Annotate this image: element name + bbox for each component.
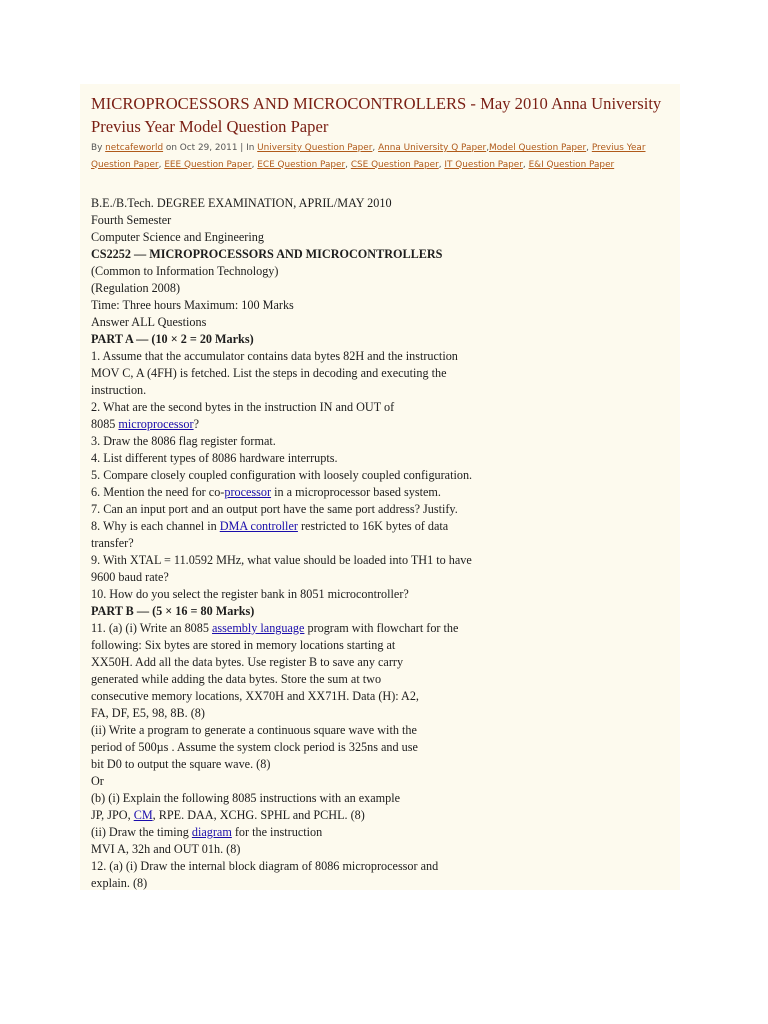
part-b-heading: PART B — (5 × 16 = 80 Marks) [91, 604, 255, 618]
category-link-previus-year-part1[interactable]: Previus Year [591, 143, 646, 153]
diagram-link[interactable]: diagram [191, 825, 232, 839]
question-line: (ii) Write a program to generate a continuous square wave with the [91, 723, 417, 737]
question-line: 2. What are the second bytes in the instruction IN and OUT of [91, 400, 395, 414]
question-line: period of 500µs . Assume the system clock period is 325ns and use [91, 740, 418, 754]
regulation: (Regulation 2008) [91, 281, 181, 295]
category-link-ei-question-paper[interactable]: E&I Question Paper [528, 159, 615, 170]
category-link-ece-question-paper[interactable]: ECE Question Paper [257, 159, 346, 170]
post-title-line2: Previus Year Model Question Paper [91, 117, 329, 136]
question-line [91, 620, 531, 637]
category-link-anna-university-q-paper[interactable]: Anna University Q Paper [378, 143, 487, 153]
question-line [91, 807, 531, 824]
category-link-previus-year-part2[interactable]: Question Paper [91, 159, 159, 170]
line-text: , RPE. DAA, XCHG. SPHL and PCHL. (8) [152, 808, 365, 822]
exam-header: B.E./B.Tech. DEGREE EXAMINATION, APRIL/MAY 2010 [91, 196, 392, 210]
question-line: following: Six bytes are stored in memory locations starting at [91, 638, 396, 652]
category-link-model-question-paper[interactable]: Model Question Paper [489, 143, 587, 153]
question-line: 7. Can an input port and an output port have the same port address? Justify. [91, 502, 458, 516]
question-line: generated while adding the data bytes. Store the sum at two [91, 672, 382, 686]
question-line: MOV C, A (4FH) is fetched. List the steps in decoding and executing the [91, 366, 447, 380]
processor-link[interactable]: processor [224, 485, 272, 499]
post-meta: By netcafeworld on Oct 29, 2011 | In University Question Paper, Anna University Q Paper,Model Question Paper, Previus Year Question Paper, EEE Question Paper, ECE Question Paper, CSE Question Paper, IT Question Paper, E&I Question Paper [91, 143, 646, 170]
author-link[interactable]: netcafeworld [105, 143, 164, 153]
question-line: XX50H. Add all the data bytes. Use register B to save any carry [91, 655, 404, 669]
semester: Fourth Semester [91, 213, 172, 227]
assembly-language-link[interactable]: assembly language [212, 621, 305, 635]
question-line: 10. How do you select the register bank in 8051 microcontroller? [91, 587, 409, 601]
question-line [91, 824, 531, 841]
question-line: 12. (a) (i) Draw the internal block diagram of 8086 microprocessor and [91, 859, 439, 873]
line-text: program with flowchart for the [304, 621, 459, 635]
time-marks: Time: Three hours Maximum: 100 Marks [91, 298, 294, 312]
question-line: (b) (i) Explain the following 8085 instructions with an example [91, 791, 401, 805]
question-line: MVI A, 32h and OUT 01h. (8) [91, 842, 241, 856]
post-content [91, 195, 531, 892]
line-text: for the instruction [231, 825, 323, 839]
category-link-eee-question-paper[interactable]: EEE Question Paper [164, 159, 252, 170]
cm-link[interactable]: CM [133, 808, 153, 822]
question-line: 5. Compare closely coupled configuration with loosely coupled configuration. [91, 468, 473, 482]
question-line: 1. Assume that the accumulator contains data bytes 82H and the instruction [91, 349, 458, 363]
question-line: 3. Draw the 8086 flag register format. [91, 434, 276, 448]
line-text: in a microprocessor based system. [271, 485, 441, 499]
question-line: transfer? [91, 536, 134, 550]
question-line [91, 416, 531, 433]
line-text: (ii) Draw the timing [91, 825, 192, 839]
by-prefix: By [91, 143, 106, 153]
post-date: on Oct 29, 2011 | In [163, 143, 258, 153]
line-text: 8. Why is each channel in [91, 519, 220, 533]
line-text: JP, JPO, [91, 808, 134, 822]
post-title-line1: MICROPROCESSORS AND MICROCONTROLLERS - May 2010 Anna University [91, 94, 662, 113]
question-line: explain. (8) [91, 876, 148, 890]
dma-controller-link[interactable]: DMA controller [219, 519, 298, 533]
instructions: Answer ALL Questions [91, 315, 207, 329]
microprocessor-link[interactable]: microprocessor [118, 417, 194, 431]
question-line: instruction. [91, 383, 147, 397]
question-line [91, 484, 531, 501]
question-line [91, 518, 531, 535]
post-title [91, 92, 676, 138]
course-title: CS2252 — MICROPROCESSORS AND MICROCONTROLLERS [91, 247, 443, 261]
question-line: Or [91, 774, 104, 788]
department: Computer Science and Engineering [91, 230, 264, 244]
category-link-it-question-paper[interactable]: IT Question Paper [444, 159, 523, 170]
line-text: 11. (a) (i) Write an 8085 [91, 621, 213, 635]
question-line: 9600 baud rate? [91, 570, 169, 584]
line-text: 8085 [91, 417, 119, 431]
part-a-heading: PART A — (10 × 2 = 20 Marks) [91, 332, 254, 346]
line-text: ? [193, 417, 199, 431]
question-line: 4. List different types of 8086 hardware interrupts. [91, 451, 338, 465]
line-text: 6. Mention the need for co- [91, 485, 225, 499]
category-link-cse-question-paper[interactable]: CSE Question Paper [350, 159, 439, 170]
question-line: FA, DF, E5, 98, 8B. (8) [91, 706, 205, 720]
line-text: restricted to 16K bytes of data [297, 519, 449, 533]
question-line: consecutive memory locations, XX70H and XX71H. Data (H): A2, [91, 689, 419, 703]
question-line: bit D0 to output the square wave. (8) [91, 757, 271, 771]
question-line: 9. With XTAL = 11.0592 MHz, what value should be loaded into TH1 to have [91, 553, 472, 567]
category-link-university-question-paper[interactable]: University Question Paper [257, 143, 373, 153]
common-to: (Common to Information Technology) [91, 264, 279, 278]
